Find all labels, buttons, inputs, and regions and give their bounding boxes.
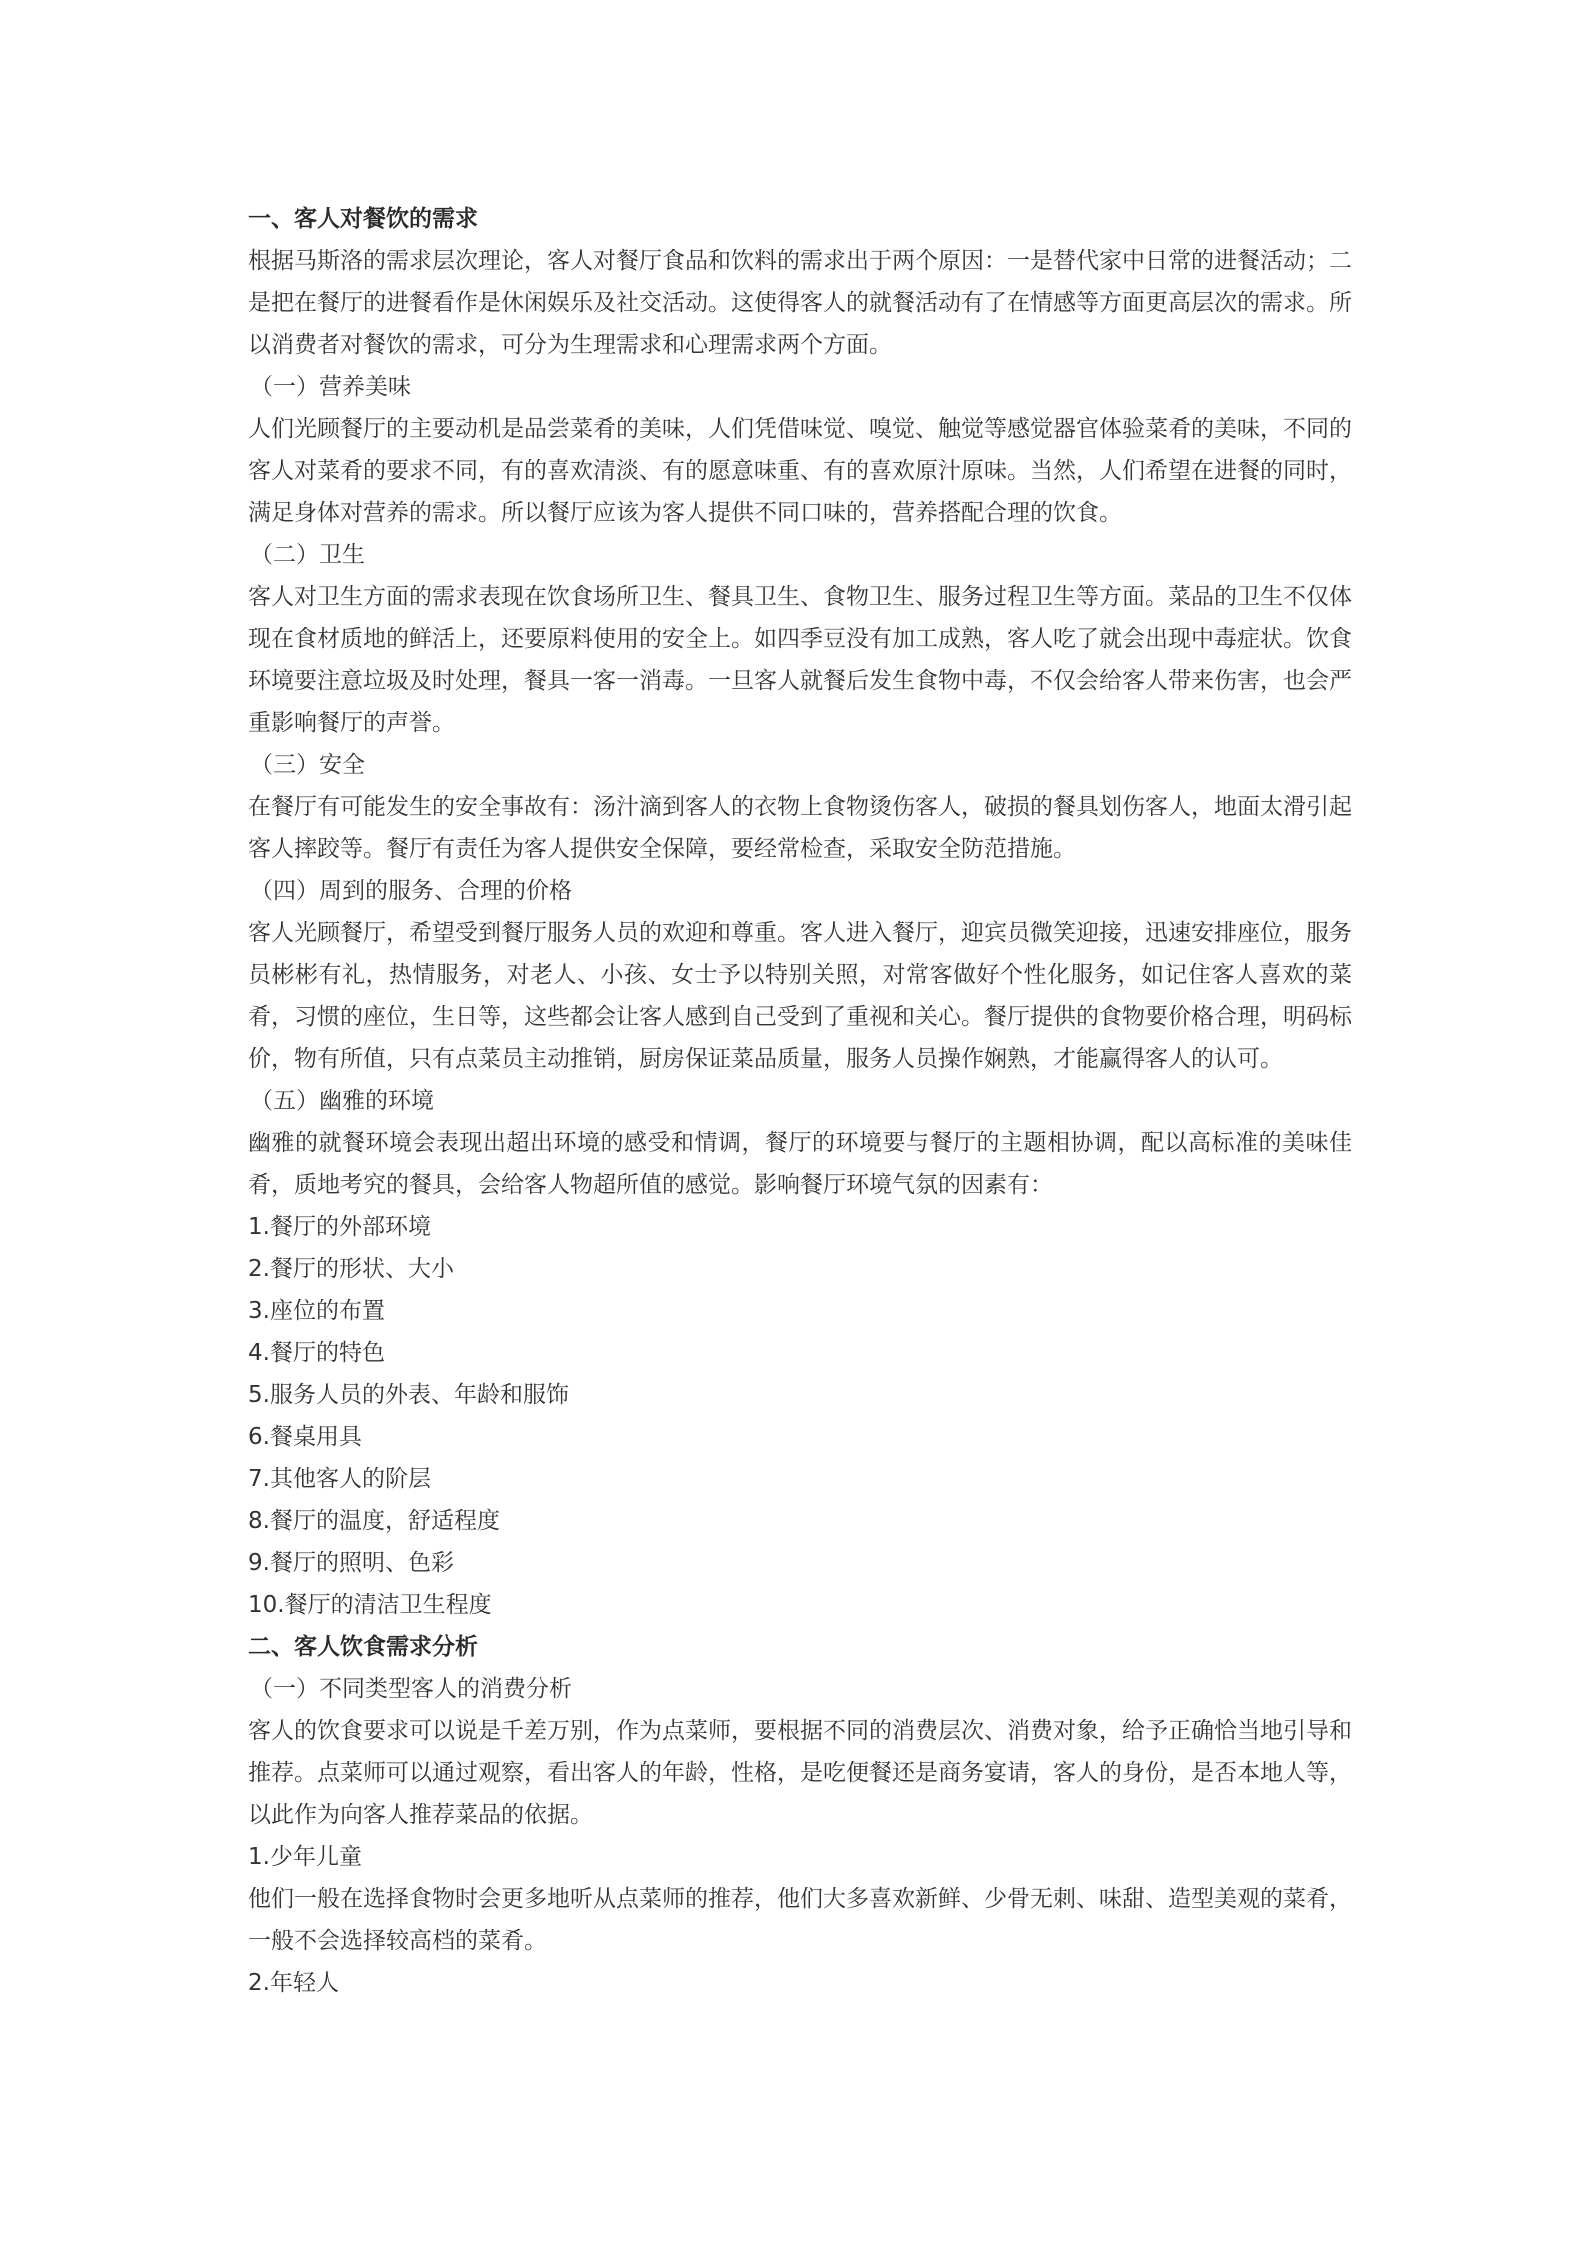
subsection-hygiene-title: （二）卫生 xyxy=(250,542,365,568)
environment-factor-list xyxy=(248,1206,1352,1626)
subsection-environment-title: （五）幽雅的环境 xyxy=(250,1088,434,1114)
section-1-intro: 根据马斯洛的需求层次理论，客人对餐厅食品和饮料的需求出于两个原因：一是替代家中日常的进餐活动；二是把在餐厅的进餐看作是休闲娱乐及社交活动。这使得客人的就餐活动有了在情感等方面更高层次的需求。所以消费者对餐饮的需求，可分为生理需求和心理需求两个方面。 xyxy=(248,248,1352,358)
section-1-title: 一、客人对餐饮的需求 xyxy=(248,206,478,232)
customer-type-children-title: 1.少年儿童 xyxy=(248,1844,362,1870)
subsection-customer-types-text: 客人的饮食要求可以说是千差万别，作为点菜师，要根据不同的消费层次、消费对象，给予正确恰当地引导和推荐。点菜师可以通过观察，看出客人的年龄，性格，是吃便餐还是商务宴请，客人的身份，是否本地人等，以此作为向客人推荐菜品的依据。 xyxy=(248,1718,1352,1828)
customer-type-young-title: 2.年轻人 xyxy=(248,1970,339,1996)
subsection-safety-title: （三）安全 xyxy=(250,752,365,778)
list-item: 10.餐厅的清洁卫生程度 xyxy=(248,1592,492,1618)
list-item: 2.餐厅的形状、大小 xyxy=(248,1256,454,1282)
document-body xyxy=(248,198,1352,2004)
subsection-nutrition-text: 人们光顾餐厅的主要动机是品尝菜肴的美味，人们凭借味觉、嗅觉、触觉等感觉器官体验菜肴的美味，不同的客人对菜肴的要求不同，有的喜欢清淡、有的愿意味重、有的喜欢原汁原味。当然，人们希望在进餐的同时，满足身体对营养的需求。所以餐厅应该为客人提供不同口味的，营养搭配合理的饮食。 xyxy=(248,416,1352,526)
list-item: 9.餐厅的照明、色彩 xyxy=(248,1550,454,1576)
list-item: 3.座位的布置 xyxy=(248,1298,385,1324)
subsection-service-text: 客人光顾餐厅，希望受到餐厅服务人员的欢迎和尊重。客人进入餐厅，迎宾员微笑迎接，迅速安排座位，服务员彬彬有礼，热情服务，对老人、小孩、女士予以特别关照，对常客做好个性化服务，如记住客人喜欢的菜肴，习惯的座位，生日等，这些都会让客人感到自己受到了重视和关心。餐厅提供的食物要价格合理，明码标价，物有所值，只有点菜员主动推销，厨房保证菜品质量，服务人员操作娴熟，才能赢得客人的认可。 xyxy=(248,920,1352,1072)
section-2-title: 二、客人饮食需求分析 xyxy=(248,1634,478,1660)
list-item: 8.餐厅的温度，舒适程度 xyxy=(248,1508,500,1534)
subsection-nutrition-title: （一）营养美味 xyxy=(250,374,411,400)
list-item: 6.餐桌用具 xyxy=(248,1424,362,1450)
subsection-customer-types-title: （一）不同类型客人的消费分析 xyxy=(250,1676,572,1702)
list-item: 4.餐厅的特色 xyxy=(248,1340,385,1366)
list-item: 7.其他客人的阶层 xyxy=(248,1466,431,1492)
customer-type-children-text: 他们一般在选择食物时会更多地听从点菜师的推荐，他们大多喜欢新鲜、少骨无刺、味甜、造型美观的菜肴，一般不会选择较高档的菜肴。 xyxy=(248,1886,1352,1954)
list-item: 5.服务人员的外表、年龄和服饰 xyxy=(248,1382,569,1408)
subsection-environment-text: 幽雅的就餐环境会表现出超出环境的感受和情调，餐厅的环境要与餐厅的主题相协调，配以高标准的美味佳肴，质地考究的餐具，会给客人物超所值的感觉。影响餐厅环境气氛的因素有： xyxy=(248,1130,1352,1198)
subsection-service-title: （四）周到的服务、合理的价格 xyxy=(250,878,572,904)
subsection-safety-text: 在餐厅有可能发生的安全事故有：汤汁滴到客人的衣物上食物烫伤客人，破损的餐具划伤客人，地面太滑引起客人摔跤等。餐厅有责任为客人提供安全保障，要经常检查，采取安全防范措施。 xyxy=(248,794,1352,862)
list-item: 1.餐厅的外部环境 xyxy=(248,1214,431,1240)
subsection-hygiene-text: 客人对卫生方面的需求表现在饮食场所卫生、餐具卫生、食物卫生、服务过程卫生等方面。菜品的卫生不仅体现在食材质地的鲜活上，还要原料使用的安全上。如四季豆没有加工成熟，客人吃了就会出现中毒症状。饮食环境要注意垃圾及时处理，餐具一客一消毒。一旦客人就餐后发生食物中毒，不仅会给客人带来伤害，也会严重影响餐厅的声誉。 xyxy=(248,584,1352,736)
